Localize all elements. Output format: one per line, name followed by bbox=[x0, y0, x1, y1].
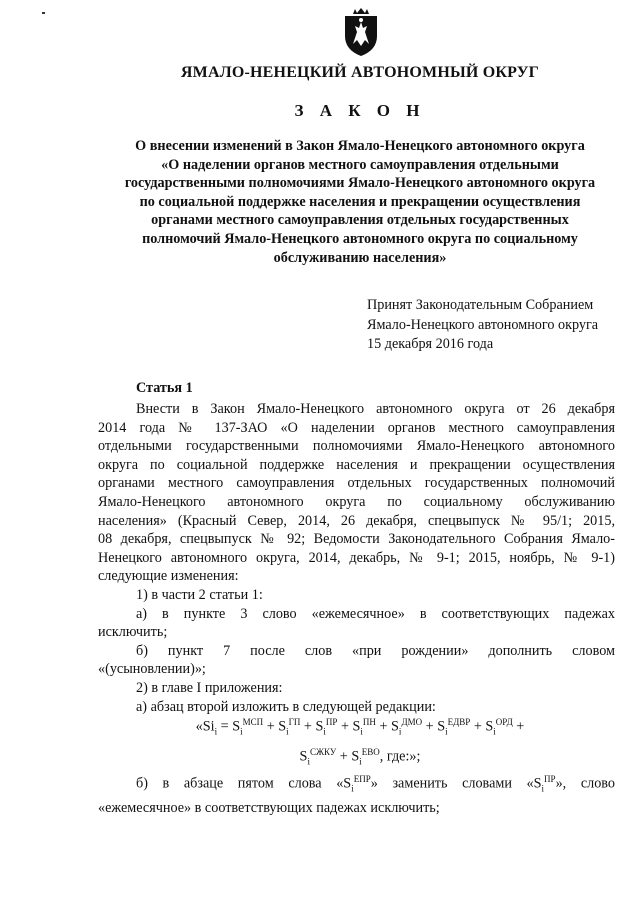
coat-of-arms-icon bbox=[339, 8, 383, 58]
title-line: полномочий Ямало-Ненецкого автономного округа по социальному bbox=[142, 230, 578, 247]
adoption-note bbox=[367, 296, 598, 355]
formula-line-1: «$Si_i = S_i^{МСП} + S_i^{ГП} + S_i^{ПР} + S_i^{ПН} + S_i^{ДМО} + S_i^{ЕДВР} + S_i^{ОРД}$ + bbox=[195, 717, 525, 737]
body-line: следующие изменения: bbox=[98, 568, 239, 585]
region-name: ЯМАЛО-НЕНЕЦКИЙ АВТОНОМНЫЙ ОКРУГ bbox=[180, 64, 540, 81]
body-line: Ненецкого автономного округа, 2014, декабрь, № 9-1; 2015, ноябрь, № 9-1) bbox=[98, 549, 615, 566]
title-line: О внесении изменений в Закон Ямало-Ненецкого автономного округа bbox=[135, 138, 585, 154]
adoption-line: Ямало-Ненецкого автономного округа bbox=[367, 316, 599, 333]
body-line: б) пункт 7 после слов «при рождении» дополнить словом bbox=[136, 642, 615, 659]
body-line: населения» (Красный Север, 2014, 26 декабря, спецвыпуск № 95/1; 2015, bbox=[98, 512, 615, 529]
tail-line-1: б) в абзаце пятом слова «$S_i^{ЕПР}$» заменить словами «$S_i^{ПР}$», слово bbox=[136, 774, 615, 794]
formula-line-2: $S_i^{СЖКУ} + S_i^{ЕВО}$, где:»; bbox=[299, 746, 421, 767]
title-line: «О наделении органов местного самоуправления отдельными bbox=[161, 156, 559, 173]
body-line: 2) в главе I приложения: bbox=[136, 679, 283, 696]
adoption-line: 15 декабря 2016 года bbox=[367, 336, 494, 352]
body-line: органами местного самоуправления отдельных государственных полномочий bbox=[98, 475, 615, 492]
article-heading: Статья 1 bbox=[136, 380, 193, 396]
amendment-b bbox=[98, 770, 615, 818]
body-line: 1) в части 2 статьи 1: bbox=[136, 586, 263, 603]
body-line: «(усыновлении)»; bbox=[98, 661, 206, 678]
body-line: исключить; bbox=[98, 624, 168, 641]
body-line: а) абзац второй изложить в следующей редакции: bbox=[136, 698, 436, 715]
body-line: Внести в Закон Ямало-Ненецкого автономного округа от 26 декабря bbox=[136, 401, 615, 417]
body-line: 08 декабря, спецвыпуск № 92; Ведомости Законодательного Собрания Ямало- bbox=[98, 531, 615, 548]
body-line: отдельными государственными полномочиями Ямало-Ненецкого автономного bbox=[98, 438, 615, 455]
document-type: З А К О Н bbox=[294, 101, 426, 120]
law-title bbox=[100, 137, 620, 267]
scan-mark bbox=[42, 12, 45, 14]
adoption-line: Принят Законодательным Собранием bbox=[367, 297, 594, 313]
tail-line-2: «ежемесячное» в соответствующих падежах исключить; bbox=[98, 799, 440, 816]
formula bbox=[150, 712, 570, 771]
body-line: а) в пункте 3 слово «ежемесячное» в соответствующих падежах bbox=[136, 605, 615, 622]
body-line: 2014 года № 137-ЗАО «О наделении органов местного самоуправления bbox=[98, 419, 615, 436]
article-body bbox=[98, 400, 615, 716]
title-line: органами местного самоуправления отдельных государственных bbox=[151, 212, 569, 229]
body-line: округа по социальной поддержке населения и прекращении осуществления bbox=[98, 456, 615, 473]
body-line: Ямало-Ненецкого автономного округа по социальному обслуживанию bbox=[98, 493, 615, 510]
title-line: государственными полномочиями Ямало-Ненецкого автономного округа bbox=[124, 175, 596, 192]
title-line: по социальной поддержке населения и прекращении осуществления bbox=[139, 193, 581, 210]
title-line: обслуживанию населения» bbox=[273, 249, 447, 266]
